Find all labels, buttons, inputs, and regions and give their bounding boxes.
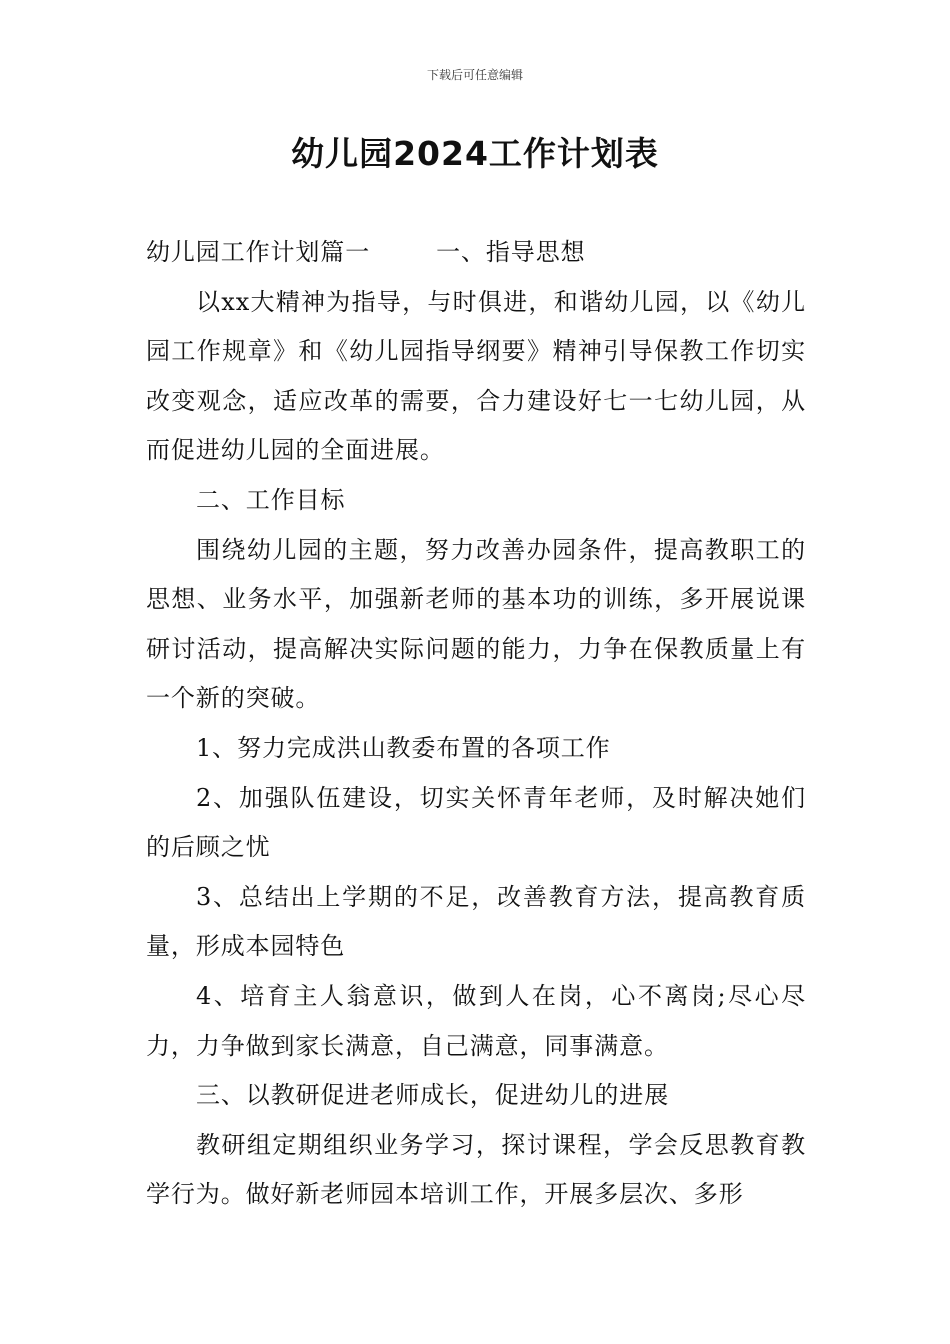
document-title: 幼儿园2024工作计划表 [291,134,659,173]
list-item-3: 3、总结出上学期的不足，改善教育方法，提高教育质量，形成本园特色 [146,882,806,961]
first-line [146,228,806,278]
part-label: 幼儿园工作计划篇一 [146,238,371,266]
section-heading-teaching-research: 三、以教研促进老师成长，促进幼儿的进展 [196,1081,670,1110]
paragraph-teaching-research: 教研组定期组织业务学习，探讨课程，学会反思教育教学行为。做好新老师园本培训工作，开展多层次、多形 [146,1130,806,1209]
paragraph-guiding-thought: 以xx大精神为指导，与时俱进，和谐幼儿园，以《幼儿园工作规章》和《幼儿园指导纲要》精神引导保教工作切实改变观念，适应改革的需要，合力建设好七一七幼儿园，从而促进幼儿园的全面进展。 [146,287,806,465]
section-heading-guiding-thought: 一、指导思想 [436,238,586,266]
paragraph-work-goals: 围绕幼儿园的主题，努力改善办园条件，提高教职工的思想、业务水平，加强新老师的基本功的训练，多开展说课研讨活动，提高解决实际问题的能力，力争在保教质量上有一个新的突破。 [146,535,806,713]
list-item-4: 4、培育主人翁意识，做到人在岗，心不离岗;尽心尽力，力争做到家长满意，自己满意，同事满意。 [146,981,806,1060]
list-item-2: 2、加强队伍建设，切实关怀青年老师，及时解决她们的后顾之忧 [146,783,806,862]
section-heading-work-goals: 二、工作目标 [196,485,346,514]
list-item-1: 1、努力完成洪山教委布置的各项工作 [196,733,611,762]
document-body [146,228,806,1220]
download-note: 下载后可任意编辑 [426,68,523,82]
